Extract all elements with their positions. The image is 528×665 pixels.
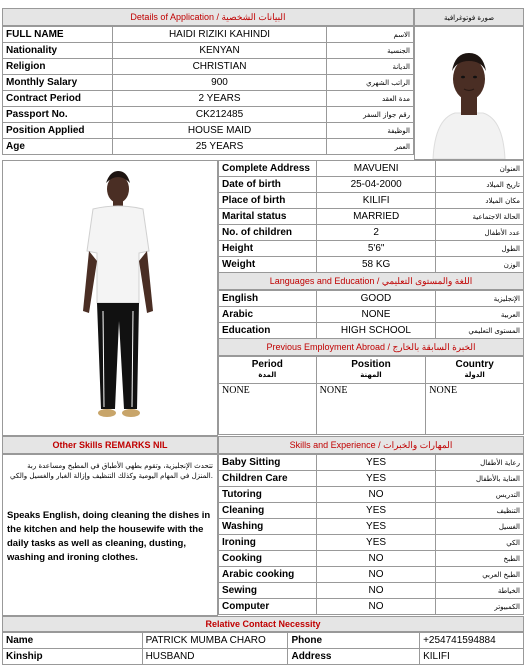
skill-arabic-label: الطبخ (436, 551, 524, 567)
languages-header (218, 272, 524, 290)
contact-title: Relative Contact Necessity (205, 619, 321, 629)
remarks-title: Other Skills REMARKS NIL (52, 440, 168, 450)
remarks-arabic: تتحدث الإنجليزية، وتقوم بطهي الأطباق في المطبخ ومساعدة ربة المنزل في المهام اليومية وكذلك التنظيف وإزالة الغبار والغسيل والكي. (10, 462, 213, 480)
detail-value: 25-04-2000 (316, 177, 435, 193)
skill-row (219, 519, 524, 535)
personal-info-arabic-label: الديانة (327, 59, 414, 75)
skill-arabic-label: الغسيل (436, 519, 524, 535)
skill-label: Arabic cooking (219, 567, 317, 583)
detail-label: No. of children (219, 225, 317, 241)
photo-header (414, 8, 524, 26)
skills-table (218, 454, 524, 615)
details-table (218, 160, 524, 273)
detail-row (219, 209, 524, 225)
detail-label: Place of birth (219, 193, 317, 209)
skill-label: Ironing (219, 535, 317, 551)
skill-row (219, 583, 524, 599)
skill-row (219, 503, 524, 519)
personal-info-label: Contract Period (3, 91, 113, 107)
skill-row (219, 471, 524, 487)
skill-label: Sewing (219, 583, 317, 599)
contact-kinship-label: Kinship (3, 649, 143, 665)
portrait-photo-icon (415, 27, 523, 159)
full-body-photo-icon (3, 161, 217, 435)
contact-kinship: HUSBAND (142, 649, 288, 665)
skill-arabic-label: التنظيف (436, 503, 524, 519)
detail-row (219, 177, 524, 193)
contact-address: KILIFI (420, 649, 524, 665)
employment-period: NONE (219, 384, 317, 435)
detail-value: MAVUENI (316, 161, 435, 177)
personal-info-label: Monthly Salary (3, 75, 113, 91)
languages-title: Languages and Education / اللغة والمستوى التعليمي (269, 276, 473, 286)
language-arabic-label: العربية (436, 307, 524, 323)
detail-row (219, 257, 524, 273)
personal-info-row (3, 107, 414, 123)
skill-arabic-label: الخياطة (436, 583, 524, 599)
skill-value: NO (316, 567, 435, 583)
skill-arabic-label: الكي (436, 535, 524, 551)
detail-value: KILIFI (316, 193, 435, 209)
employment-title: Previous Employment Abroad / الخبرة السابقة بالخارج (266, 342, 476, 352)
personal-info-value: 2 YEARS (112, 91, 326, 107)
detail-row (219, 161, 524, 177)
portrait-photo (414, 26, 524, 160)
skill-arabic-label: التدريس (436, 487, 524, 503)
skill-label: Cooking (219, 551, 317, 567)
skill-row (219, 551, 524, 567)
personal-info-label: Nationality (3, 43, 113, 59)
detail-row (219, 193, 524, 209)
language-value: GOOD (316, 291, 436, 307)
language-arabic-label: الإنجليزية (436, 291, 524, 307)
employment-header (218, 338, 524, 356)
application-title: Details of Application / البيانات الشخصية (130, 12, 286, 22)
personal-info-arabic-label: الجنسية (327, 43, 414, 59)
personal-info-label: Age (3, 139, 113, 155)
detail-label: Complete Address (219, 161, 317, 177)
personal-info-arabic-label: الاسم (327, 27, 414, 43)
personal-info-row (3, 91, 414, 107)
remarks-header (2, 436, 218, 454)
detail-value: 5'6" (316, 241, 435, 257)
contact-address-label: Address (288, 649, 420, 665)
skill-arabic-label: العناية بالأطفال (436, 471, 524, 487)
employment-col-country: Country الدولة (426, 357, 524, 384)
detail-arabic-label: العنوان (436, 161, 524, 177)
personal-info-label: Position Applied (3, 123, 113, 139)
contact-table (2, 632, 524, 665)
skill-label: Baby Sitting (219, 455, 317, 471)
detail-value: MARRIED (316, 209, 435, 225)
skill-arabic-label: رعاية الأطفال (436, 455, 524, 471)
employment-col-period: Period المدة (219, 357, 317, 384)
personal-info-row (3, 43, 414, 59)
skill-arabic-label: الكمبيوتر (436, 599, 524, 615)
remarks-box (2, 454, 218, 616)
skill-row (219, 455, 524, 471)
detail-arabic-label: الوزن (436, 257, 524, 273)
personal-info-row (3, 139, 414, 155)
skill-row (219, 535, 524, 551)
contact-header (2, 616, 524, 632)
detail-label: Date of birth (219, 177, 317, 193)
personal-info-row (3, 59, 414, 75)
detail-arabic-label: الحالة الاجتماعية (436, 209, 524, 225)
employment-country: NONE (426, 384, 524, 435)
personal-info-arabic-label: العمر (327, 139, 414, 155)
detail-row (219, 225, 524, 241)
full-body-photo (2, 160, 218, 436)
detail-arabic-label: تاريخ الميلاد (436, 177, 524, 193)
detail-label: Height (219, 241, 317, 257)
personal-info-arabic-label: الوظيفة (327, 123, 414, 139)
personal-info-arabic-label: رقم جواز السفر (327, 107, 414, 123)
language-row (219, 323, 524, 339)
language-label: Arabic (219, 307, 317, 323)
skill-row (219, 567, 524, 583)
languages-table (218, 290, 524, 339)
personal-info-value: 25 YEARS (112, 139, 326, 155)
detail-label: Marital status (219, 209, 317, 225)
language-row (219, 307, 524, 323)
skill-value: NO (316, 551, 435, 567)
personal-info-value: HOUSE MAID (112, 123, 326, 139)
skill-label: Cleaning (219, 503, 317, 519)
personal-info-value: HAIDI RIZIKI KAHINDI (112, 27, 326, 43)
employment-col-position: Position المهنة (316, 357, 426, 384)
language-label: Education (219, 323, 317, 339)
language-value: HIGH SCHOOL (316, 323, 436, 339)
personal-info-arabic-label: مدة العقد (327, 91, 414, 107)
skill-value: NO (316, 599, 435, 615)
skill-label: Tutoring (219, 487, 317, 503)
personal-info-label: Religion (3, 59, 113, 75)
language-arabic-label: المستوى التعليمي (436, 323, 524, 339)
language-label: English (219, 291, 317, 307)
contact-name: PATRICK MUMBA CHARO (142, 633, 288, 649)
skill-label: Washing (219, 519, 317, 535)
personal-info-arabic-label: الراتب الشهري (327, 75, 414, 91)
skill-label: Children Care (219, 471, 317, 487)
contact-phone-label: Phone (288, 633, 420, 649)
language-row (219, 291, 524, 307)
personal-info-value: CHRISTIAN (112, 59, 326, 75)
application-header (2, 8, 414, 26)
personal-info-label: FULL NAME (3, 27, 113, 43)
detail-value: 58 KG (316, 257, 435, 273)
skill-value: NO (316, 487, 435, 503)
detail-row (219, 241, 524, 257)
skills-header (218, 436, 524, 454)
skill-value: NO (316, 583, 435, 599)
contact-name-label: Name (3, 633, 143, 649)
skill-label: Computer (219, 599, 317, 615)
employment-position: NONE (316, 384, 426, 435)
detail-arabic-label: الطول (436, 241, 524, 257)
photo-label: صورة فوتوغرافية (443, 14, 495, 22)
personal-info-value: CK212485 (112, 107, 326, 123)
personal-info-row (3, 75, 414, 91)
skill-row (219, 487, 524, 503)
contact-phone: +254741594884 (420, 633, 524, 649)
personal-info-table (2, 26, 414, 155)
language-value: NONE (316, 307, 436, 323)
employment-table (218, 356, 524, 435)
detail-arabic-label: مكان الميلاد (436, 193, 524, 209)
personal-info-row (3, 27, 414, 43)
skill-arabic-label: الطبخ العربي (436, 567, 524, 583)
personal-info-row (3, 123, 414, 139)
skill-value: YES (316, 455, 435, 471)
skills-title: Skills and Experience / المهارات والخبرات (289, 440, 453, 450)
detail-label: Weight (219, 257, 317, 273)
detail-arabic-label: عدد الأطفال (436, 225, 524, 241)
skill-row (219, 599, 524, 615)
personal-info-value: KENYAN (112, 43, 326, 59)
personal-info-label: Passport No. (3, 107, 113, 123)
skill-value: YES (316, 535, 435, 551)
skill-value: YES (316, 503, 435, 519)
skill-value: YES (316, 471, 435, 487)
remarks-english: Speaks English, doing cleaning the dishes in the kitchen and help the housewife with the daily tasks as well as cleaning, dusting, washing and ironing clothes. (7, 510, 211, 563)
skill-value: YES (316, 519, 435, 535)
personal-info-value: 900 (112, 75, 326, 91)
detail-value: 2 (316, 225, 435, 241)
